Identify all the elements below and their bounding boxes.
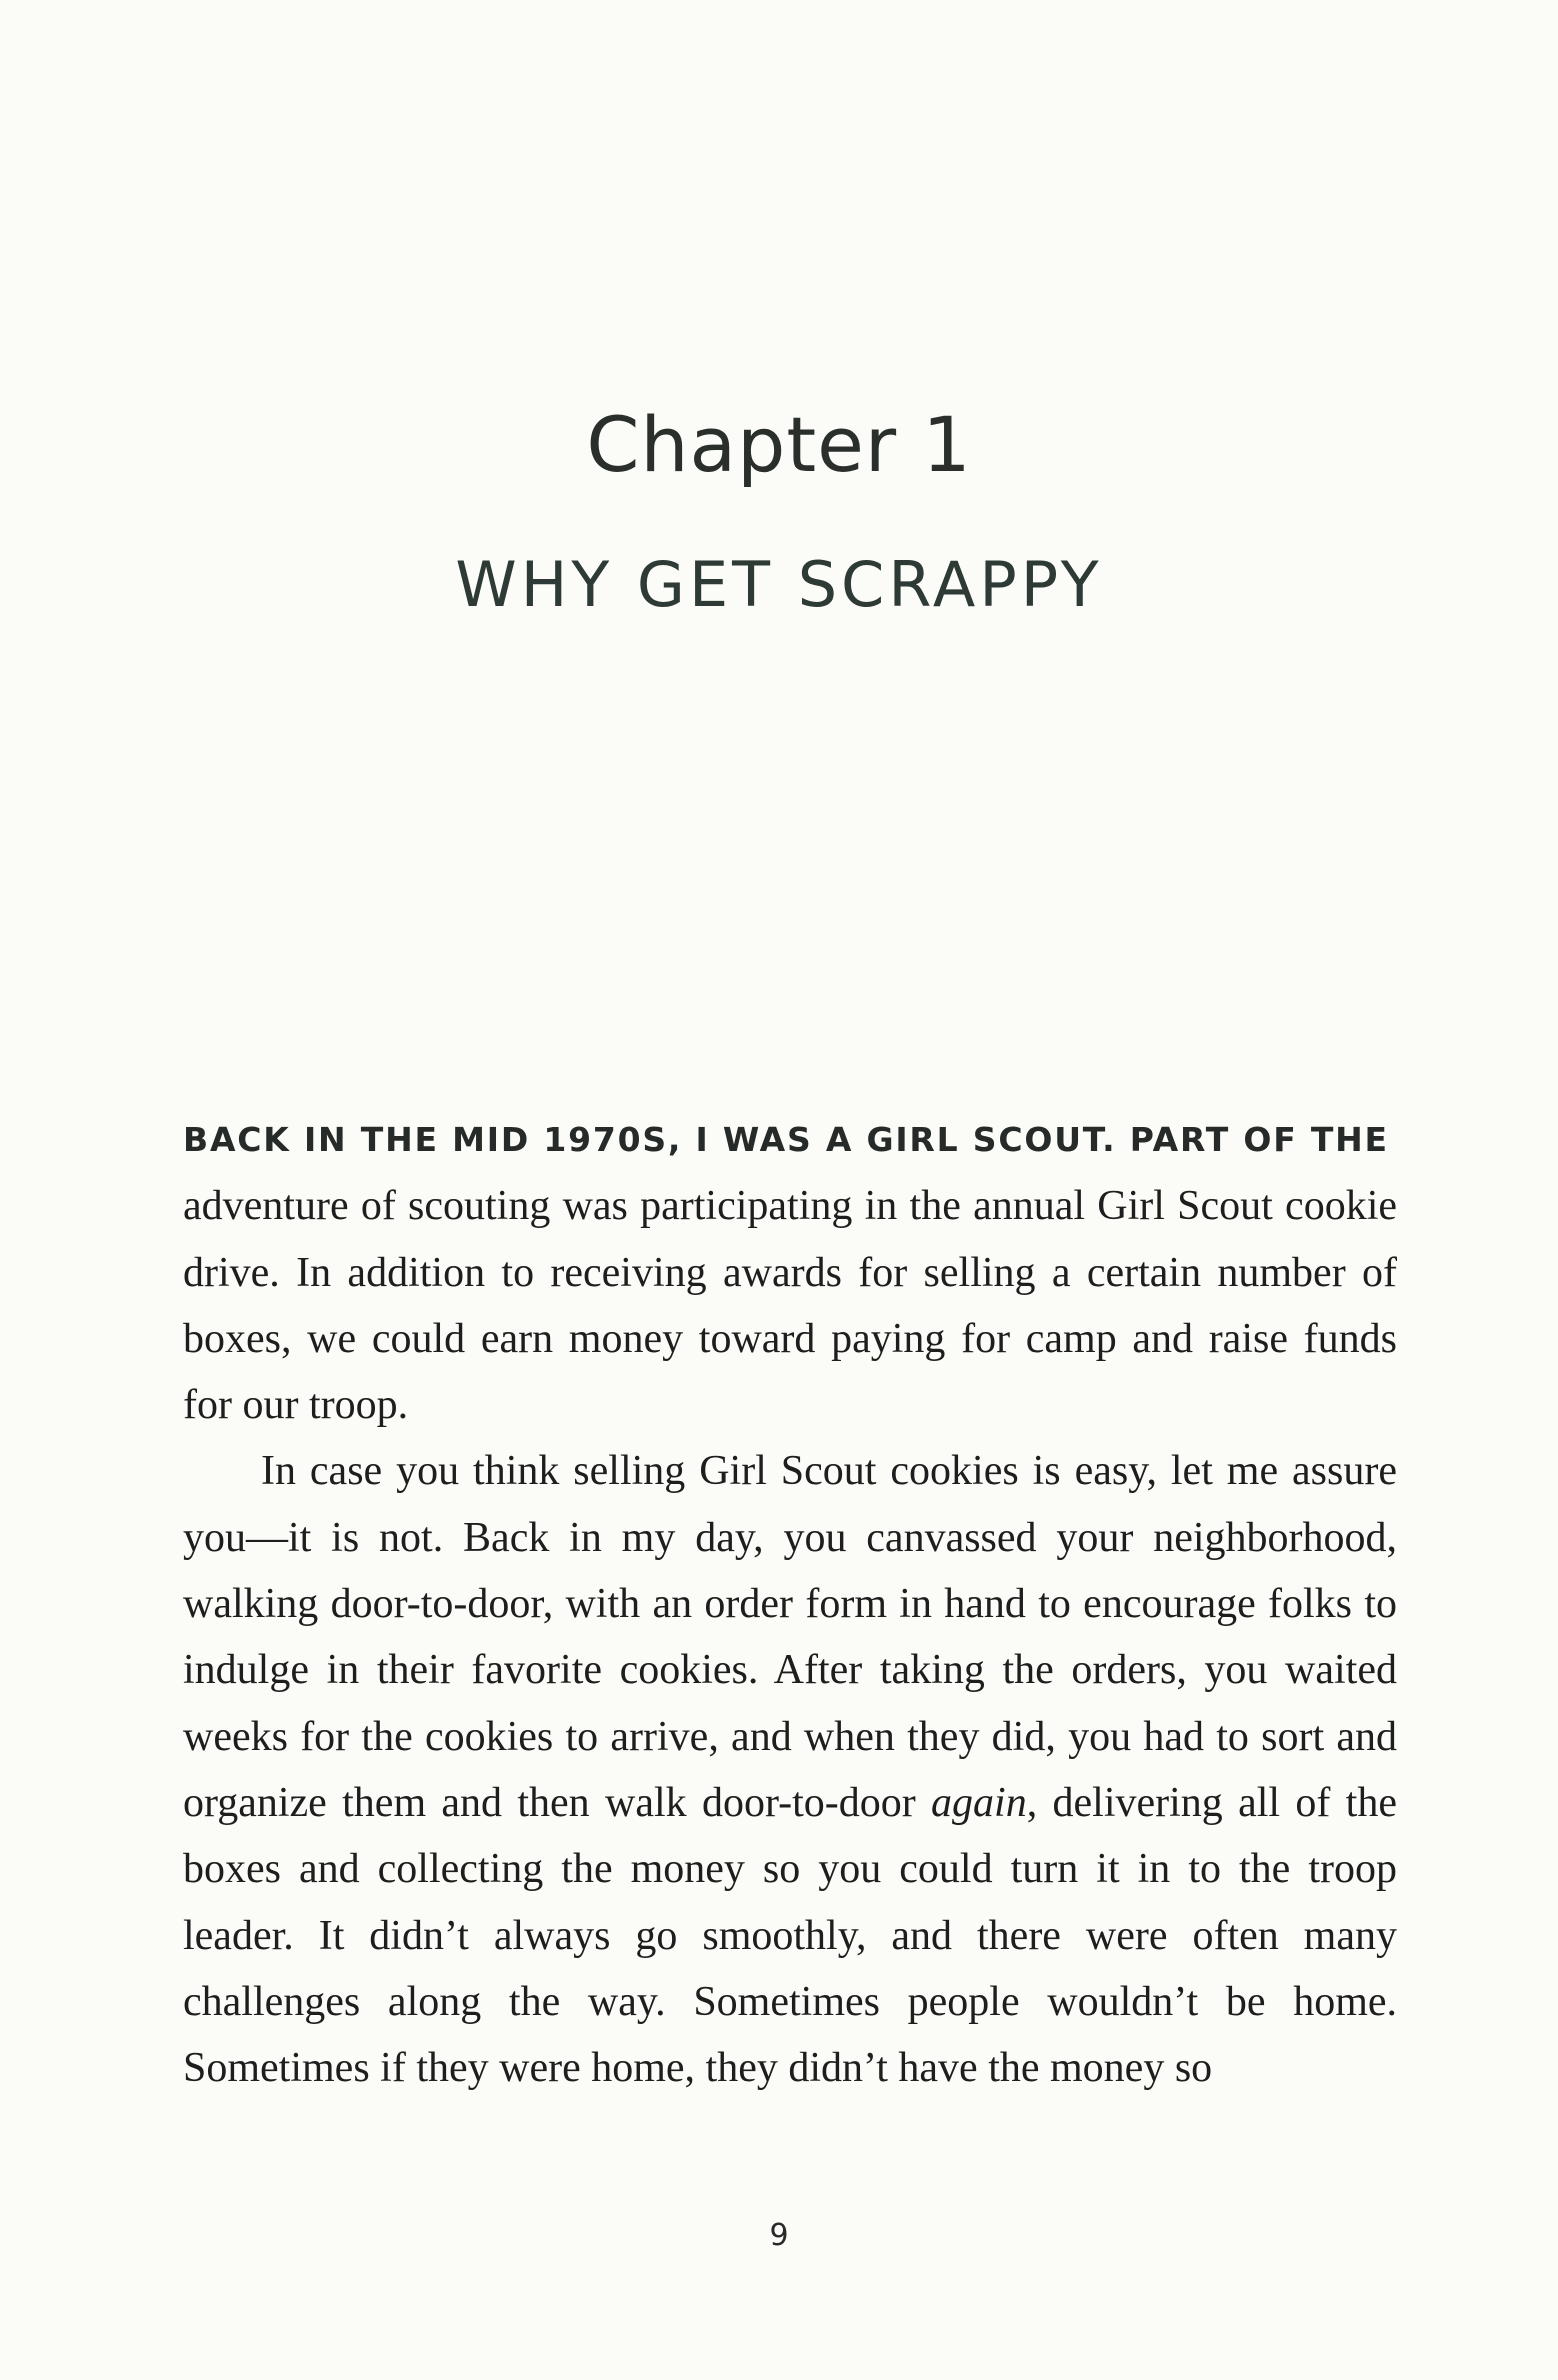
paragraph-2-text-end: , delivering all of the boxes and collecting the money so you could turn it in to the troop leader. It didn’t always go smoothly, and there were often many challenges along the way. Sometimes people wouldn’t be home. Sometimes if they were home, they didn’t have the money so	[183, 1779, 1397, 2092]
chapter-number: Chapter 1	[586, 400, 972, 489]
page-number: 9	[769, 2218, 789, 2253]
paragraph-1	[183, 1105, 1397, 1438]
emphasis-again: again	[931, 1779, 1027, 1826]
paragraph-2	[183, 1438, 1397, 2101]
lead-in-small-caps: BACK IN THE MID 1970S, I WAS A GIRL SCOUT. PART OF THE	[183, 1120, 1389, 1159]
body-text	[183, 1105, 1397, 2101]
paragraph-1-text: adventure of scouting was participating in the annual Girl Scout cookie drive. In addition to receiving awards for selling a certain number of boxes, we could earn money toward paying for camp and raise funds for our troop.	[183, 1183, 1397, 1429]
chapter-title: WHY GET SCRAPPY	[455, 548, 1103, 621]
paragraph-2-text-start: In case you think selling Girl Scout cookies is easy, let me assure you—it is not. Back in my day, you canvassed your neighborhood, walking door-to-door, with an order form in hand to encourage folks to indulge in their favorite cookies. After taking the orders, you waited weeks for the cookies to arrive, and when they did, you had to sort and organize them and then walk door-to-door	[183, 1448, 1397, 1826]
